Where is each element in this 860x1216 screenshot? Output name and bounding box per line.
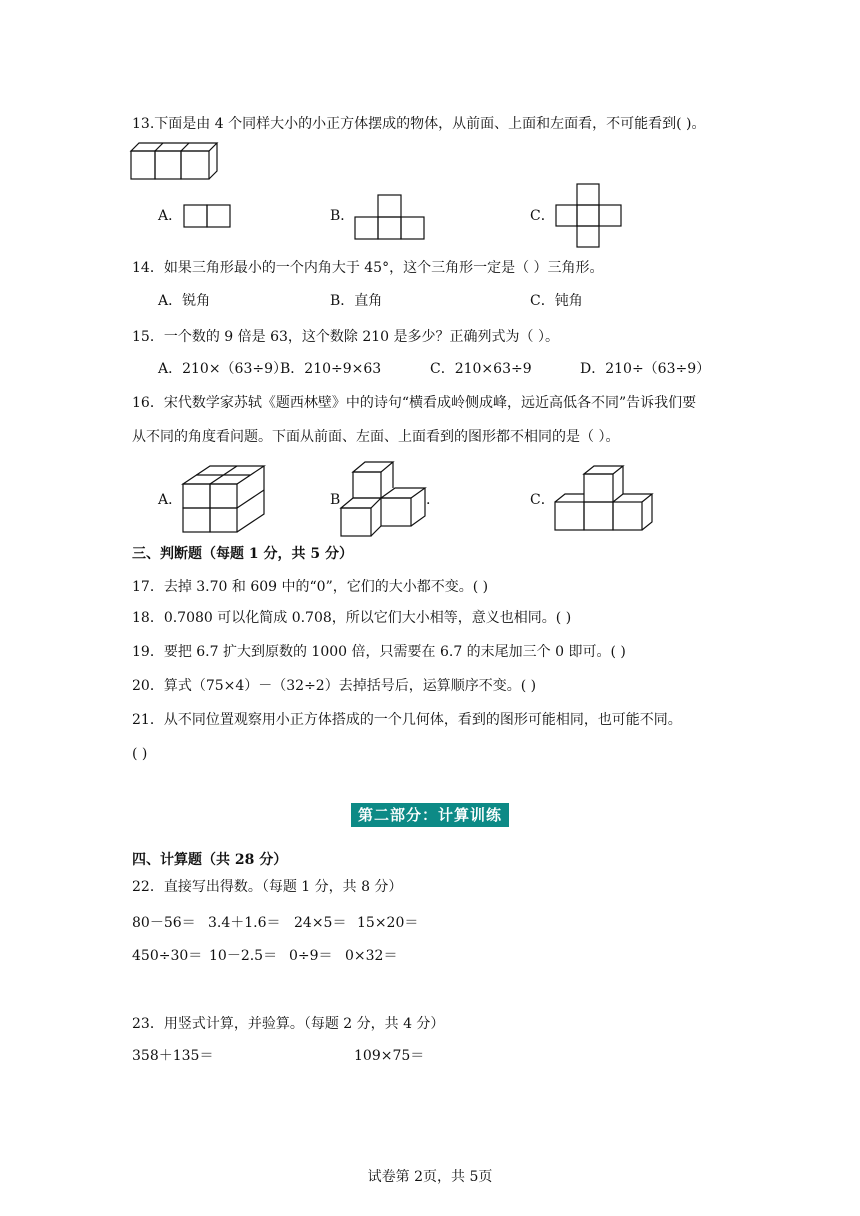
q14-stem: 14．如果三角形最小的一个内角大于 45°，这个三角形一定是（ ）三角形。 xyxy=(132,260,604,276)
q16-option-a[interactable]: A． xyxy=(158,492,183,508)
q22-item: 10－2.5＝ xyxy=(209,948,278,964)
q23-stem: 23．用竖式计算，并验算。（每题 2 分，共 4 分） xyxy=(132,1016,445,1032)
part2-banner: 第二部分：计算训练 xyxy=(351,803,509,827)
q15-stem: 15．一个数的 9 倍是 63，这个数除 210 是多少？正确列式为（ ）。 xyxy=(132,329,559,345)
q16-stem-line2: 从不同的角度看问题。下面从前面、左面、上面看到的图形都不相同的是（ ）。 xyxy=(132,429,620,445)
q13-option-a[interactable]: A． xyxy=(158,208,183,224)
q16-option-a-figure xyxy=(182,464,268,534)
q19-item: 19．要把 6.7 扩大到原数的 1000 倍，只需要在 6.7 的末尾加三个 0 即可。( ) xyxy=(132,644,626,660)
q22-item: 80－56＝ xyxy=(132,915,196,931)
q22-item: 450÷30＝ xyxy=(132,948,203,964)
q22-item: 3.4＋1.6＝ xyxy=(208,915,281,931)
q20-item: 20．算式（75×4）－（32÷2）去掉括号后，运算顺序不变。( ) xyxy=(132,678,537,694)
q13-option-b[interactable]: B． xyxy=(330,208,355,224)
q17-item: 17．去掉 3.70 和 609 中的“0”，它们的大小都不变。( ) xyxy=(132,579,489,595)
q16-stem-line1: 16．宋代数学家苏轼《题西林壁》中的诗句“横看成岭侧成峰，远近高低各不同”告诉我们要 xyxy=(132,395,697,411)
q23-item: 109×75＝ xyxy=(354,1048,425,1064)
q21-item: 21．从不同位置观察用小正方体搭成的一个几何体，看到的图形可能相同，也可能不同。 xyxy=(132,712,682,728)
q13-option-c[interactable]: C． xyxy=(530,208,555,224)
q15-option-c[interactable]: C．210×63÷9 xyxy=(430,361,532,377)
q16-option-c[interactable]: C． xyxy=(530,492,555,508)
q16-option-b[interactable]: B xyxy=(330,492,341,508)
q13-cube-object-figure xyxy=(130,142,222,182)
q14-option-a[interactable]: A．锐角 xyxy=(158,293,211,309)
q15-option-b[interactable]: B．210÷9×63 xyxy=(280,361,382,377)
q14-option-b[interactable]: B．直角 xyxy=(330,293,383,309)
q13-stem: 13.下面是由 4 个同样大小的小正方体摆成的物体，从前面、上面和左面看，不可能看到( )。 xyxy=(132,116,706,132)
q22-item: 24×5＝ xyxy=(294,915,347,931)
q14-option-c[interactable]: C．钝角 xyxy=(530,293,583,309)
q16-option-b-dot: . xyxy=(426,492,431,508)
page-footer: 试卷第 2页，共 5页 xyxy=(367,1169,493,1185)
q22-item: 0÷9＝ xyxy=(289,948,333,964)
q22-item: 0×32＝ xyxy=(345,948,398,964)
q13-option-b-figure xyxy=(354,194,426,240)
q16-option-c-figure xyxy=(554,464,658,532)
section3-title: 三、判断题（每题 1 分，共 5 分） xyxy=(132,546,353,562)
q15-option-d[interactable]: D．210÷（63÷9） xyxy=(580,361,711,377)
q13-option-c-figure xyxy=(555,183,623,249)
q21-answer-blank[interactable]: ( ) xyxy=(132,746,148,762)
q23-item: 358＋135＝ xyxy=(132,1048,214,1064)
q22-item: 15×20＝ xyxy=(357,915,419,931)
q15-option-a[interactable]: A．210×（63÷9） xyxy=(158,361,288,377)
q18-item: 18．0.7080 可以化简成 0.708，所以它们大小相等，意义也相同。( ) xyxy=(132,610,572,626)
q13-option-a-figure xyxy=(183,204,231,228)
section4-title: 四、计算题（共 28 分） xyxy=(132,852,288,868)
q22-stem: 22．直接写出得数。（每题 1 分，共 8 分） xyxy=(132,879,403,895)
q16-option-b-figure xyxy=(339,460,429,538)
